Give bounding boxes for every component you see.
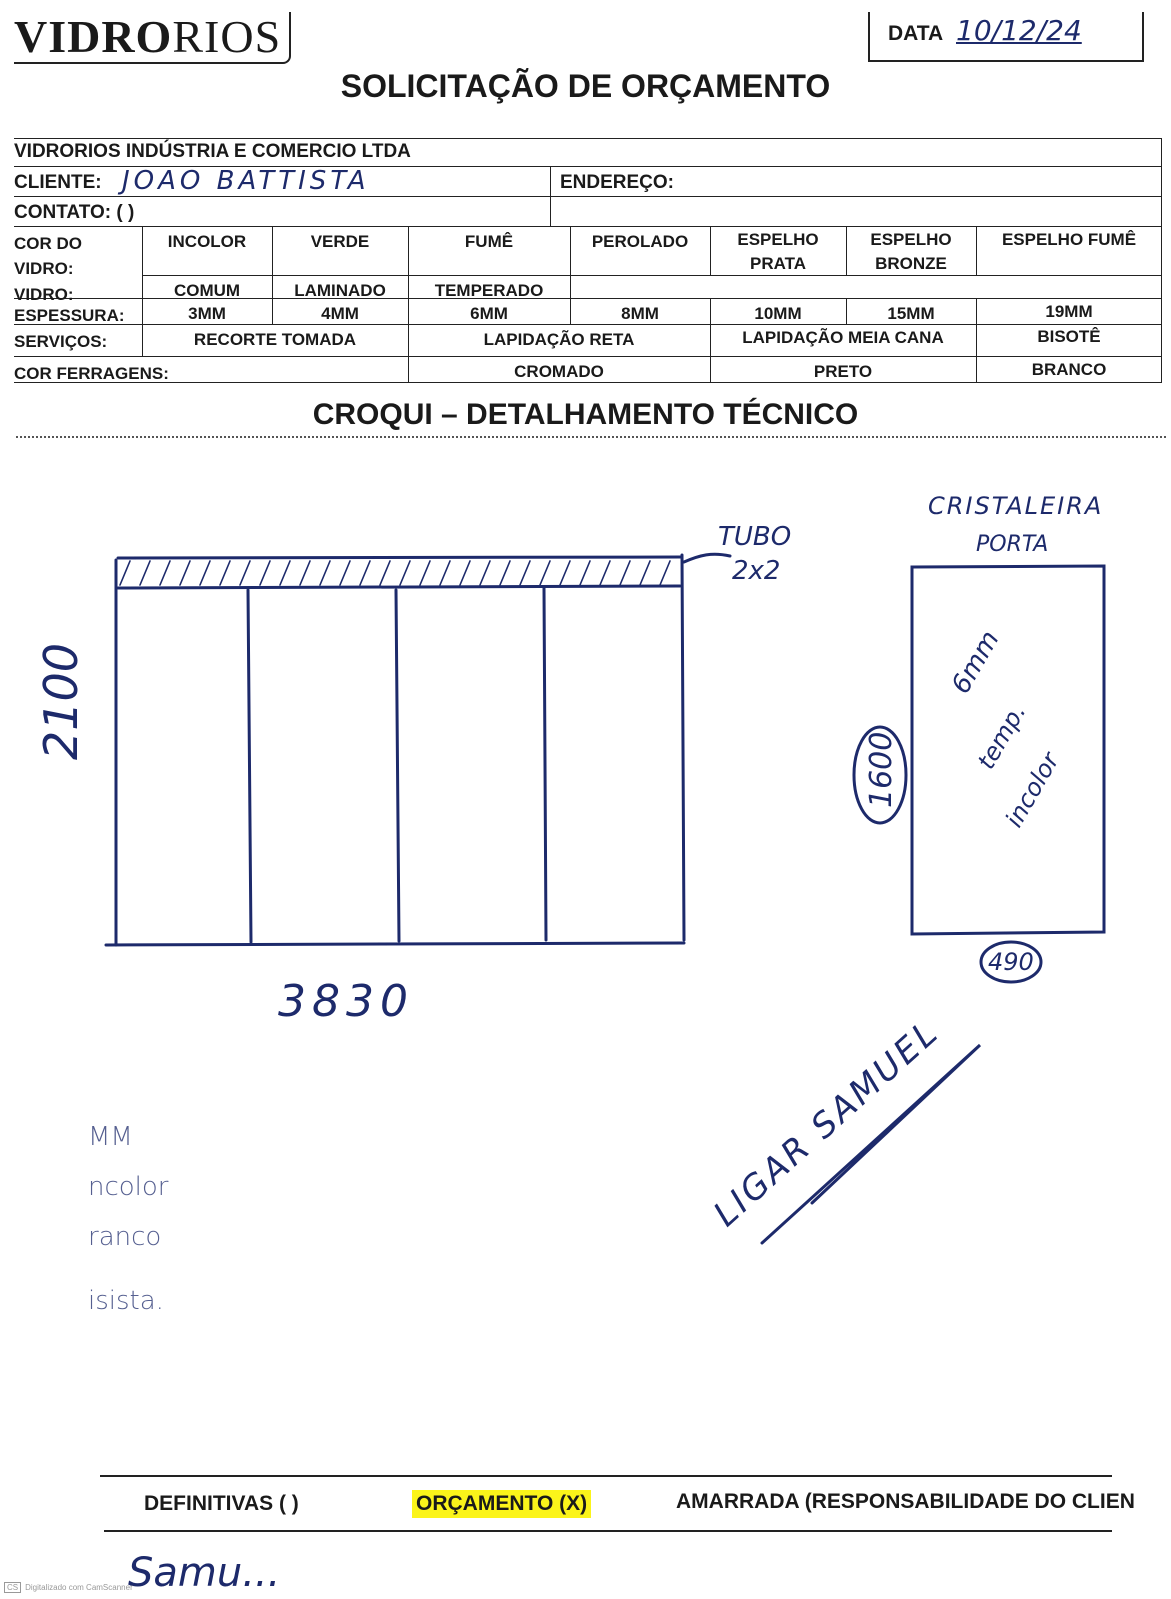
- right-spec-1: 6mm: [946, 625, 1006, 699]
- color-incolor: INCOLOR: [167, 232, 247, 251]
- mirror-bronze-2: BRONZE: [875, 254, 947, 273]
- glass-label: VIDRO:: [14, 285, 74, 304]
- date-value: 10/12/24: [956, 14, 1082, 47]
- services-label: SERVIÇOS:: [14, 332, 108, 351]
- tied-option: AMARRADA (RESPONSABILIDADE DO CLIEN: [676, 1490, 1135, 1513]
- logo-bold: VIDRO: [14, 11, 173, 62]
- glass-temperado: TEMPERADO: [434, 281, 544, 300]
- hardware-branco: BRANCO: [1031, 360, 1107, 379]
- mirror-bronze-1: ESPELHO: [870, 230, 952, 249]
- hardware-cromado: CROMADO: [514, 362, 604, 381]
- quote-label: ORÇAMENTO: [416, 1492, 554, 1515]
- thickness-15mm: 15MM: [887, 304, 935, 323]
- service-lapidacao-reta: LAPIDAÇÃO RETA: [483, 330, 635, 349]
- client-label: CLIENTE:: [14, 172, 102, 193]
- date-label: DATA: [888, 22, 944, 45]
- dotted-divider: [16, 436, 1166, 438]
- thickness-3mm: 3MM: [188, 304, 226, 323]
- main-height: 2100: [34, 642, 88, 760]
- right-width: 490: [988, 948, 1034, 976]
- signature: Samu...: [128, 1550, 281, 1596]
- left-note: ranco: [88, 1222, 162, 1252]
- service-meia-cana: LAPIDAÇÃO MEIA CANA: [742, 328, 944, 347]
- left-note: isista.: [88, 1286, 164, 1316]
- date-box: [868, 12, 1144, 62]
- definitive-option: DEFINITIVAS ( ): [144, 1492, 299, 1515]
- color-fume: FUMÊ: [464, 232, 514, 251]
- thickness-10mm: 10MM: [754, 304, 802, 323]
- address-label: ENDEREÇO:: [560, 172, 675, 193]
- color-perolado: PEROLADO: [591, 232, 689, 251]
- hardware-label: COR FERRAGENS:: [14, 364, 169, 383]
- croqui-title: CROQUI – DETALHAMENTO TÉCNICO: [312, 398, 859, 431]
- quote-option: [412, 1490, 591, 1518]
- glass-color-label: COR DO: [14, 234, 82, 253]
- right-height: 1600: [864, 731, 899, 808]
- contact-label: CONTATO: ( ): [14, 202, 135, 223]
- thickness-4mm: 4MM: [321, 304, 359, 323]
- company-name: VIDRORIOS INDÚSTRIA E COMERCIO LTDA: [14, 141, 411, 162]
- tube-note-1: TUBO: [718, 522, 792, 552]
- glass-comum: COMUM: [173, 281, 241, 300]
- glass-color-label-2: VIDRO:: [14, 259, 74, 278]
- right-spec-3: incolor: [1000, 747, 1065, 832]
- mirror-prata-1: ESPELHO: [737, 230, 819, 249]
- quote-mark: (X): [559, 1492, 588, 1515]
- service-recorte: RECORTE TOMADA: [193, 330, 357, 349]
- thickness-label: ESPESSURA:: [14, 306, 125, 325]
- service-bisote: BISOTÊ: [1037, 327, 1101, 346]
- right-note-2: PORTA: [976, 532, 1049, 557]
- thickness-8mm: 8MM: [621, 304, 659, 323]
- right-note-1: CRISTALEIRA: [928, 492, 1104, 520]
- left-faded-notes: [88, 1112, 169, 1326]
- mirror-prata-2: PRATA: [749, 254, 807, 273]
- scan-badge: CS: [4, 1582, 21, 1593]
- page-title: SOLICITAÇÃO DE ORÇAMENTO: [340, 68, 831, 104]
- footer-top-line: [100, 1475, 1112, 1477]
- left-note: ncolor: [88, 1172, 169, 1202]
- thickness-6mm: 6MM: [470, 304, 508, 323]
- call-samuel-note: LIGAR SAMUEL: [706, 1011, 948, 1235]
- logo-light: RIOS: [172, 11, 282, 62]
- thickness-19mm: 19MM: [1045, 302, 1093, 321]
- right-spec-2: temp.: [972, 699, 1032, 774]
- hardware-preto: PRETO: [813, 362, 873, 381]
- tube-note-2: 2x2: [732, 556, 781, 586]
- left-note: MM: [88, 1122, 133, 1152]
- mirror-fume: ESPELHO FUMÊ: [1001, 230, 1137, 249]
- client-value: JOAO BATTISTA: [122, 166, 370, 196]
- footer-bottom-line: [104, 1530, 1112, 1532]
- color-verde: VERDE: [310, 232, 370, 251]
- quote-form: [14, 138, 1162, 393]
- company-logo: [14, 12, 291, 64]
- technical-sketch: [0, 440, 1171, 1440]
- scan-watermark: [4, 1582, 133, 1593]
- main-width: 3830: [278, 976, 414, 1027]
- glass-laminado: LAMINADO: [294, 281, 386, 300]
- scan-text: Digitalizado com CamScanner: [25, 1583, 133, 1592]
